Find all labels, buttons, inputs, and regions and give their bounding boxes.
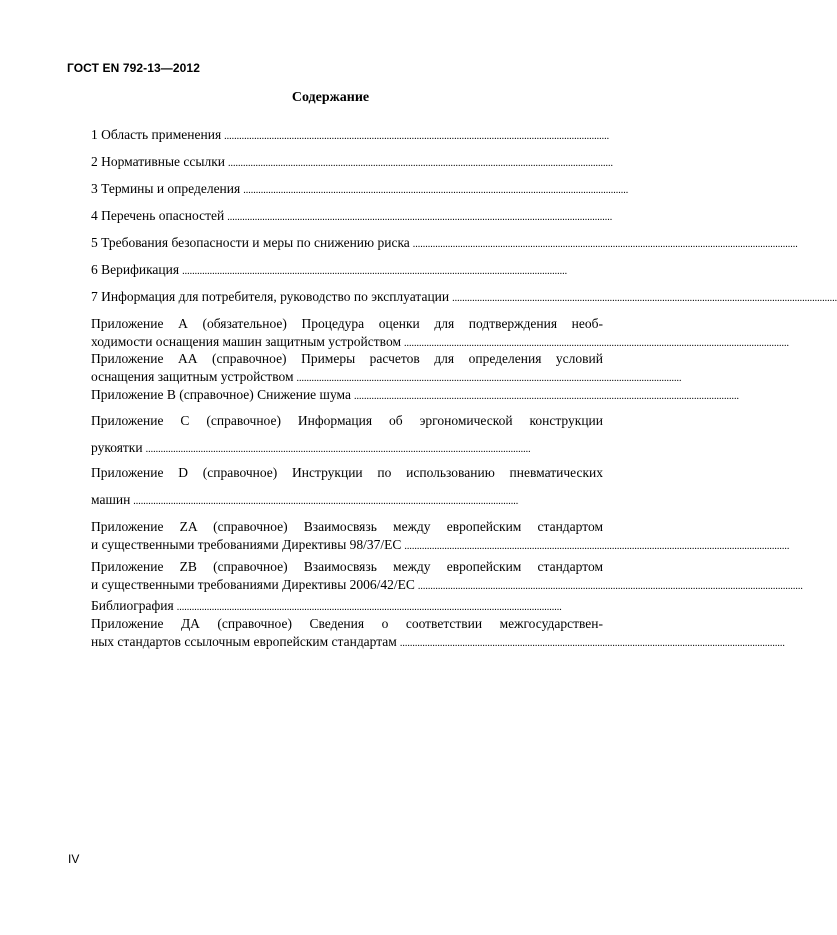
leader-dots: .......................................................................................................................................................... (412, 239, 798, 250)
toc-entry-label: Приложение АА (справочное) Примеры расчетов для определения условий (91, 351, 603, 366)
toc-entry-label: 6 Верификация (91, 262, 180, 277)
toc-entry-label: 5 Требования безопасности и меры по снижению риска (91, 235, 410, 250)
toc-entry-annex-a[interactable] (91, 315, 789, 353)
leader-dots: .......................................................................................................................................................... (243, 185, 629, 196)
toc-entry-label: ных стандартов ссылочным европейским стандартам (91, 634, 397, 649)
toc-entry-annex-c[interactable] (91, 412, 603, 459)
leader-dots: .......................................................................................................................................................... (452, 293, 837, 304)
toc-entry-label: оснащения защитным устройством (91, 369, 294, 384)
leader-dots: .......................................................................................................................................................... (133, 496, 519, 507)
leader-dots: .......................................................................................................................................................... (228, 158, 613, 169)
toc-entry-label: ходимости оснащения машин защитным устройством (91, 334, 401, 349)
toc-entry-annex-d[interactable] (91, 464, 603, 511)
toc-entry-annex-da[interactable] (91, 615, 785, 653)
toc-entry-label: Приложение ДА (справочное) Сведения о соответствии межгосударствен- (91, 616, 603, 631)
leader-dots: .......................................................................................................................................................... (296, 373, 682, 384)
toc-entry-normative-references[interactable] (91, 153, 613, 173)
toc-entry-label: Приложение А (обязательное) Процедура оценки для подтверждения необ- (91, 316, 603, 331)
toc-entry-annex-b[interactable] (91, 386, 739, 406)
toc-entry-label: и существенными требованиями Директивы 98/37/EC (91, 537, 402, 552)
leader-dots: .......................................................................................................................................................... (145, 444, 531, 455)
toc-entry-label: и существенными требованиями Директивы 2006/42/EC (91, 577, 415, 592)
toc-entry-label: Приложение В (справочное) Снижение шума (91, 387, 351, 402)
page-title: Содержание (291, 90, 370, 105)
toc-entry-label: 2 Нормативные ссылки (91, 154, 225, 169)
toc-entry-label: Приложение ZB (справочное) Взаимосвязь между европейским стандартом (91, 559, 603, 574)
page-number: IV (68, 852, 80, 866)
document-code-header: ГОСТ EN 792-13—2012 (67, 61, 200, 75)
toc-entry-hazards[interactable] (91, 207, 613, 227)
leader-dots: .......................................................................................................................................................... (404, 541, 790, 552)
toc-entry-label: 4 Перечень опасностей (91, 208, 225, 223)
leader-dots: .......................................................................................................................................................... (224, 131, 610, 142)
toc-entry-annex-za[interactable] (91, 518, 790, 556)
leader-dots: .......................................................................................................................................................... (399, 638, 785, 649)
leader-dots: .......................................................................................................................................................... (176, 602, 562, 613)
toc-entry-label: Библиография (91, 598, 174, 613)
leader-dots: .......................................................................................................................................................... (227, 212, 613, 223)
toc-entry-label: машин (91, 492, 131, 507)
toc-entry-label: Приложение С (справочное) Информация об эргономической конструкции (91, 413, 603, 428)
toc-entry-label: Приложение ZA (справочное) Взаимосвязь между европейским стандартом (91, 519, 603, 534)
toc-entry-safety-requirements[interactable] (91, 234, 798, 254)
toc-entry-label: 3 Термины и определения (91, 181, 241, 196)
toc-entry-scope[interactable] (91, 126, 610, 146)
toc-entry-label: 7 Информация для потребителя, руководство по эксплуатации (91, 289, 450, 304)
toc-entry-user-information[interactable] (91, 288, 837, 308)
toc-entry-terms[interactable] (91, 180, 629, 200)
toc-entry-annex-zb[interactable] (91, 558, 803, 596)
toc-entry-label: рукоятки (91, 440, 143, 455)
leader-dots: .......................................................................................................................................................... (353, 391, 739, 402)
leader-dots: .......................................................................................................................................................... (404, 338, 789, 349)
toc-entry-bibliography[interactable] (91, 597, 603, 617)
leader-dots: .......................................................................................................................................................... (417, 581, 803, 592)
toc-entry-label: Приложение D (справочное) Инструкции по использованию пневматических (91, 465, 603, 480)
toc-entry-label: 1 Область применения (91, 127, 222, 142)
leader-dots: .......................................................................................................................................................... (182, 266, 568, 277)
toc-entry-verification[interactable] (91, 261, 603, 281)
toc-entry-annex-aa[interactable] (91, 350, 682, 388)
